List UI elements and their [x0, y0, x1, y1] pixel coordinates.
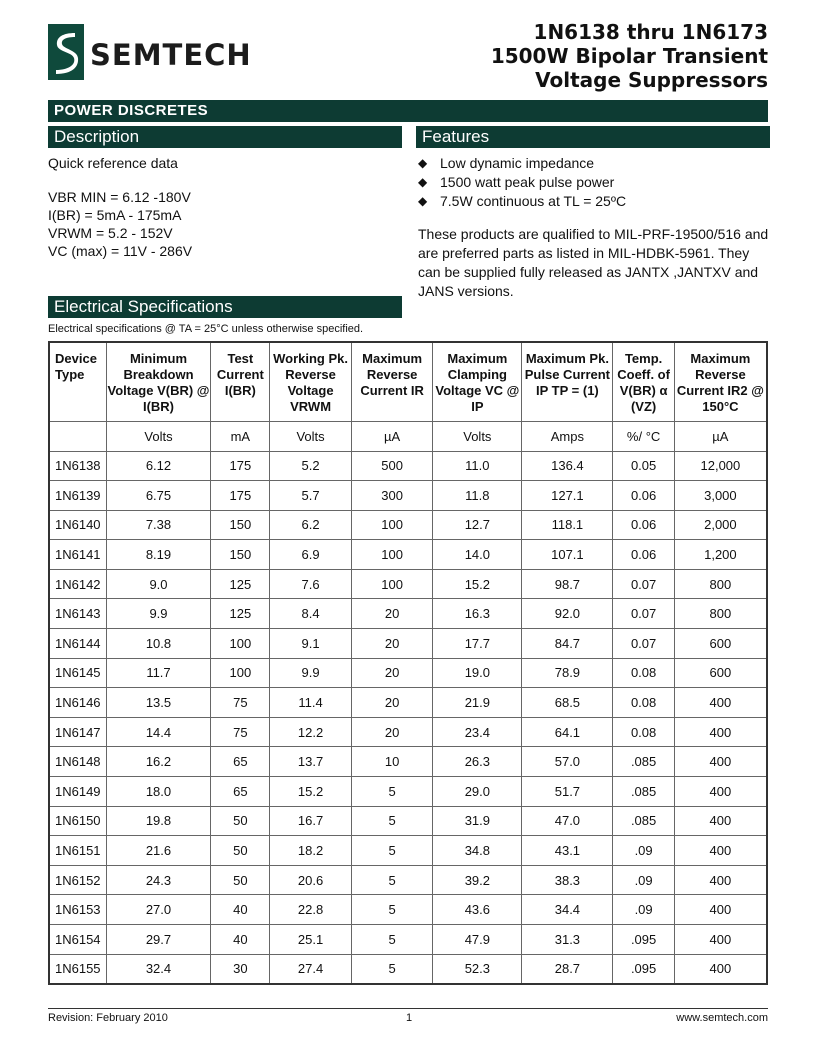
table-cell: 31.9 — [433, 806, 522, 836]
table-cell: 1N6148 — [49, 747, 106, 777]
title-line-2: 1500W Bipolar Transient — [490, 44, 768, 68]
table-cell: 400 — [674, 954, 767, 984]
table-cell: 300 — [351, 481, 432, 511]
table-cell: 136.4 — [522, 451, 613, 481]
table-row — [49, 865, 767, 895]
table-row — [49, 569, 767, 599]
table-cell: 47.9 — [433, 925, 522, 955]
footer-page-number: 1 — [406, 1012, 413, 1024]
table-cell: 21.9 — [433, 688, 522, 718]
table-cell: .09 — [613, 836, 674, 866]
table-cell: 10 — [351, 747, 432, 777]
table-cell: 0.08 — [613, 717, 674, 747]
table-cell: 64.1 — [522, 717, 613, 747]
table-cell: 9.9 — [270, 658, 352, 688]
table-cell: 5 — [351, 806, 432, 836]
table-cell: 92.0 — [522, 599, 613, 629]
column-header: Maximum Pk. Pulse Current IP TP = (1) — [522, 342, 613, 421]
table-cell: 78.9 — [522, 658, 613, 688]
table-cell: 400 — [674, 688, 767, 718]
table-cell: 20 — [351, 629, 432, 659]
table-cell: 1N6139 — [49, 481, 106, 511]
table-cell: 1N6138 — [49, 451, 106, 481]
section-bar-power-discretes: POWER DISCRETES — [48, 100, 768, 122]
table-cell: 40 — [211, 925, 270, 955]
table-cell: 3,000 — [674, 481, 767, 511]
table-cell: 0.06 — [613, 510, 674, 540]
column-header: Maximum Reverse Current IR2 @ 150°C — [674, 342, 767, 421]
table-cell: 5 — [351, 954, 432, 984]
table-cell: 1N6154 — [49, 925, 106, 955]
table-cell: 5 — [351, 895, 432, 925]
table-cell: 125 — [211, 569, 270, 599]
table-cell: 5 — [351, 836, 432, 866]
table-cell: 39.2 — [433, 865, 522, 895]
table-cell: 9.9 — [106, 599, 211, 629]
table-cell: .085 — [613, 747, 674, 777]
table-row — [49, 836, 767, 866]
table-cell: 1N6141 — [49, 540, 106, 570]
table-cell: 8.4 — [270, 599, 352, 629]
table-cell: 1N6143 — [49, 599, 106, 629]
table-cell: 175 — [211, 481, 270, 511]
ref-line-vc: VC (max) = 11V - 286V — [48, 243, 193, 259]
table-cell: .09 — [613, 865, 674, 895]
table-cell: 75 — [211, 717, 270, 747]
table-cell: 50 — [211, 865, 270, 895]
electrical-specifications-table — [48, 341, 768, 985]
table-row — [49, 658, 767, 688]
table-cell: 118.1 — [522, 510, 613, 540]
table-cell: 0.08 — [613, 688, 674, 718]
table-cell: 68.5 — [522, 688, 613, 718]
table-cell: 1N6147 — [49, 717, 106, 747]
table-cell: 17.7 — [433, 629, 522, 659]
table-cell: 1N6153 — [49, 895, 106, 925]
table-cell: 400 — [674, 836, 767, 866]
table-cell: 0.07 — [613, 599, 674, 629]
table-cell: 5.2 — [270, 451, 352, 481]
table-cell: 9.1 — [270, 629, 352, 659]
table-cell: 150 — [211, 510, 270, 540]
table-cell: .095 — [613, 954, 674, 984]
column-header: Device Type — [49, 342, 106, 421]
table-cell: 19.0 — [433, 658, 522, 688]
table-cell: 22.8 — [270, 895, 352, 925]
table-row — [49, 481, 767, 511]
logo-wordmark: SEMTECH — [90, 38, 252, 72]
feature-item: ◆ 1500 watt peak pulse power — [418, 174, 615, 190]
table-cell: 98.7 — [522, 569, 613, 599]
table-cell: 75 — [211, 688, 270, 718]
unit-cell: µA — [674, 421, 767, 451]
table-cell: 28.7 — [522, 954, 613, 984]
table-cell: 1N6140 — [49, 510, 106, 540]
table-cell: 31.3 — [522, 925, 613, 955]
column-header: Test Current I(BR) — [211, 342, 270, 421]
table-cell: 18.0 — [106, 777, 211, 807]
unit-cell: Amps — [522, 421, 613, 451]
unit-cell: %/ °C — [613, 421, 674, 451]
table-cell: 50 — [211, 806, 270, 836]
table-cell: 5.7 — [270, 481, 352, 511]
title-line-3: Voltage Suppressors — [535, 68, 768, 92]
table-units-row — [49, 421, 767, 451]
table-cell: 5 — [351, 777, 432, 807]
table-row — [49, 806, 767, 836]
table-cell: 400 — [674, 925, 767, 955]
table-cell: 34.4 — [522, 895, 613, 925]
table-cell: 18.2 — [270, 836, 352, 866]
table-cell: 23.4 — [433, 717, 522, 747]
semtech-logo — [48, 24, 318, 82]
table-cell: 20 — [351, 658, 432, 688]
table-cell: 20.6 — [270, 865, 352, 895]
table-cell: 1N6149 — [49, 777, 106, 807]
table-cell: 51.7 — [522, 777, 613, 807]
table-cell: 400 — [674, 747, 767, 777]
table-cell: 20 — [351, 688, 432, 718]
title-line-1: 1N6138 thru 1N6173 — [533, 20, 768, 44]
feature-item: ◆ Low dynamic impedance — [418, 155, 595, 171]
table-row — [49, 925, 767, 955]
document-title — [491, 20, 768, 92]
table-cell: .085 — [613, 806, 674, 836]
table-cell: 400 — [674, 717, 767, 747]
table-cell: 100 — [351, 510, 432, 540]
table-cell: 5 — [351, 865, 432, 895]
table-cell: 0.07 — [613, 569, 674, 599]
table-cell: 12.2 — [270, 717, 352, 747]
table-cell: 14.0 — [433, 540, 522, 570]
table-cell: 11.8 — [433, 481, 522, 511]
unit-cell: Volts — [433, 421, 522, 451]
table-row — [49, 777, 767, 807]
table-cell: 107.1 — [522, 540, 613, 570]
table-cell: 29.0 — [433, 777, 522, 807]
table-row — [49, 954, 767, 984]
footer-revision: Revision: February 2010 — [48, 1012, 168, 1024]
table-cell: 13.7 — [270, 747, 352, 777]
table-cell: 6.2 — [270, 510, 352, 540]
semtech-logo-icon — [48, 24, 84, 80]
table-cell: 65 — [211, 747, 270, 777]
table-cell: 1N6151 — [49, 836, 106, 866]
table-cell: 25.1 — [270, 925, 352, 955]
footer-url[interactable]: www.semtech.com — [676, 1012, 768, 1024]
table-cell: 500 — [351, 451, 432, 481]
table-cell: 24.3 — [106, 865, 211, 895]
column-header: Working Pk. Reverse Voltage VRWM — [270, 342, 352, 421]
column-header: Temp. Coeff. of V(BR) α (VZ) — [613, 342, 674, 421]
unit-cell: µA — [351, 421, 432, 451]
table-cell: 100 — [211, 629, 270, 659]
unit-cell: Volts — [270, 421, 352, 451]
table-cell: 1,200 — [674, 540, 767, 570]
table-cell: 100 — [211, 658, 270, 688]
column-header: Minimum Breakdown Voltage V(BR) @ I(BR) — [106, 342, 211, 421]
table-cell: 27.4 — [270, 954, 352, 984]
table-cell: 29.7 — [106, 925, 211, 955]
table-cell: 16.3 — [433, 599, 522, 629]
electrical-conditions-note: Electrical specifications @ TA = 25°C unless otherwise specified. — [48, 323, 364, 335]
table-cell: 10.8 — [106, 629, 211, 659]
unit-cell: mA — [211, 421, 270, 451]
table-cell: 40 — [211, 895, 270, 925]
table-cell: 38.3 — [522, 865, 613, 895]
table-cell: 800 — [674, 569, 767, 599]
features-heading: Features — [416, 126, 770, 148]
column-header: Maximum Reverse Current IR — [351, 342, 432, 421]
table-cell: 21.6 — [106, 836, 211, 866]
description-heading: Description — [48, 126, 402, 148]
table-cell: 400 — [674, 777, 767, 807]
table-cell: 32.4 — [106, 954, 211, 984]
table-cell: .085 — [613, 777, 674, 807]
table-row — [49, 747, 767, 777]
table-row — [49, 451, 767, 481]
table-row — [49, 688, 767, 718]
table-cell: 600 — [674, 658, 767, 688]
table-cell: 175 — [211, 451, 270, 481]
table-cell: 15.2 — [270, 777, 352, 807]
table-cell: 65 — [211, 777, 270, 807]
table-cell: 12,000 — [674, 451, 767, 481]
table-cell: 800 — [674, 599, 767, 629]
table-cell: 125 — [211, 599, 270, 629]
table-cell: 12.7 — [433, 510, 522, 540]
table-cell: 100 — [351, 569, 432, 599]
diamond-bullet-icon: ◆ — [418, 156, 428, 170]
table-row — [49, 599, 767, 629]
table-cell: 13.5 — [106, 688, 211, 718]
qualification-note: These products are qualified to MIL-PRF-19500/516 and are preferred parts as listed in MIL-HDBK-5961. They can be supplied fully released as JANTX ,JANTXV and JANS versions. — [418, 226, 769, 299]
table-row — [49, 540, 767, 570]
table-row — [49, 895, 767, 925]
table-cell: 0.06 — [613, 540, 674, 570]
table-cell: 6.12 — [106, 451, 211, 481]
table-cell: 6.75 — [106, 481, 211, 511]
table-cell: 9.0 — [106, 569, 211, 599]
table-cell: 30 — [211, 954, 270, 984]
table-body — [49, 451, 767, 984]
ref-line-vbr: VBR MIN = 6.12 -180V — [48, 189, 191, 205]
table-cell: 34.8 — [433, 836, 522, 866]
table-cell: 100 — [351, 540, 432, 570]
table-cell: 43.6 — [433, 895, 522, 925]
ref-line-ibr: I(BR) = 5mA - 175mA — [48, 207, 182, 223]
footer-divider — [48, 1008, 768, 1009]
table-cell: 84.7 — [522, 629, 613, 659]
table-cell: 20 — [351, 599, 432, 629]
table-cell: 1N6146 — [49, 688, 106, 718]
table-row — [49, 717, 767, 747]
table-cell: 5 — [351, 925, 432, 955]
table-cell: 1N6144 — [49, 629, 106, 659]
feature-item: ◆ 7.5W continuous at TL = 25ºC — [418, 193, 627, 209]
table-cell: 11.7 — [106, 658, 211, 688]
table-cell: 11.0 — [433, 451, 522, 481]
table-cell: 400 — [674, 895, 767, 925]
column-header: Maximum Clamping Voltage VC @ IP — [433, 342, 522, 421]
table-cell: 7.6 — [270, 569, 352, 599]
table-cell: 400 — [674, 806, 767, 836]
table-cell: .09 — [613, 895, 674, 925]
table-cell: 150 — [211, 540, 270, 570]
table-cell: 7.38 — [106, 510, 211, 540]
table-cell: 20 — [351, 717, 432, 747]
table-cell: 1N6145 — [49, 658, 106, 688]
ref-line-vrwm: VRWM = 5.2 - 152V — [48, 225, 173, 241]
table-cell: 8.19 — [106, 540, 211, 570]
table-cell: 19.8 — [106, 806, 211, 836]
table-cell: 6.9 — [270, 540, 352, 570]
table-cell: 1N6155 — [49, 954, 106, 984]
unit-cell: Volts — [106, 421, 211, 451]
table-cell: 16.2 — [106, 747, 211, 777]
table-cell: 0.08 — [613, 658, 674, 688]
unit-cell — [49, 421, 106, 451]
table-cell: 50 — [211, 836, 270, 866]
table-cell: 52.3 — [433, 954, 522, 984]
table-cell: 1N6152 — [49, 865, 106, 895]
table-cell: 0.06 — [613, 481, 674, 511]
diamond-bullet-icon: ◆ — [418, 175, 428, 189]
table-cell: 1N6142 — [49, 569, 106, 599]
table-cell: 57.0 — [522, 747, 613, 777]
table-cell: 43.1 — [522, 836, 613, 866]
diamond-bullet-icon: ◆ — [418, 194, 428, 208]
table-cell: 0.05 — [613, 451, 674, 481]
table-row — [49, 629, 767, 659]
table-cell: 11.4 — [270, 688, 352, 718]
table-cell: 600 — [674, 629, 767, 659]
table-row — [49, 510, 767, 540]
table-cell: 26.3 — [433, 747, 522, 777]
table-cell: .095 — [613, 925, 674, 955]
table-cell: 127.1 — [522, 481, 613, 511]
electrical-specifications-heading: Electrical Specifications — [48, 296, 402, 318]
table-cell: 2,000 — [674, 510, 767, 540]
table-cell: 14.4 — [106, 717, 211, 747]
features-list — [418, 154, 772, 211]
table-cell: 1N6150 — [49, 806, 106, 836]
table-cell: 27.0 — [106, 895, 211, 925]
table-cell: 0.07 — [613, 629, 674, 659]
table-cell: 400 — [674, 865, 767, 895]
table-cell: 47.0 — [522, 806, 613, 836]
table-header-row — [49, 342, 767, 421]
table-cell: 15.2 — [433, 569, 522, 599]
table-cell: 16.7 — [270, 806, 352, 836]
description-body — [48, 154, 402, 260]
quick-reference-label: Quick reference data — [48, 155, 178, 171]
